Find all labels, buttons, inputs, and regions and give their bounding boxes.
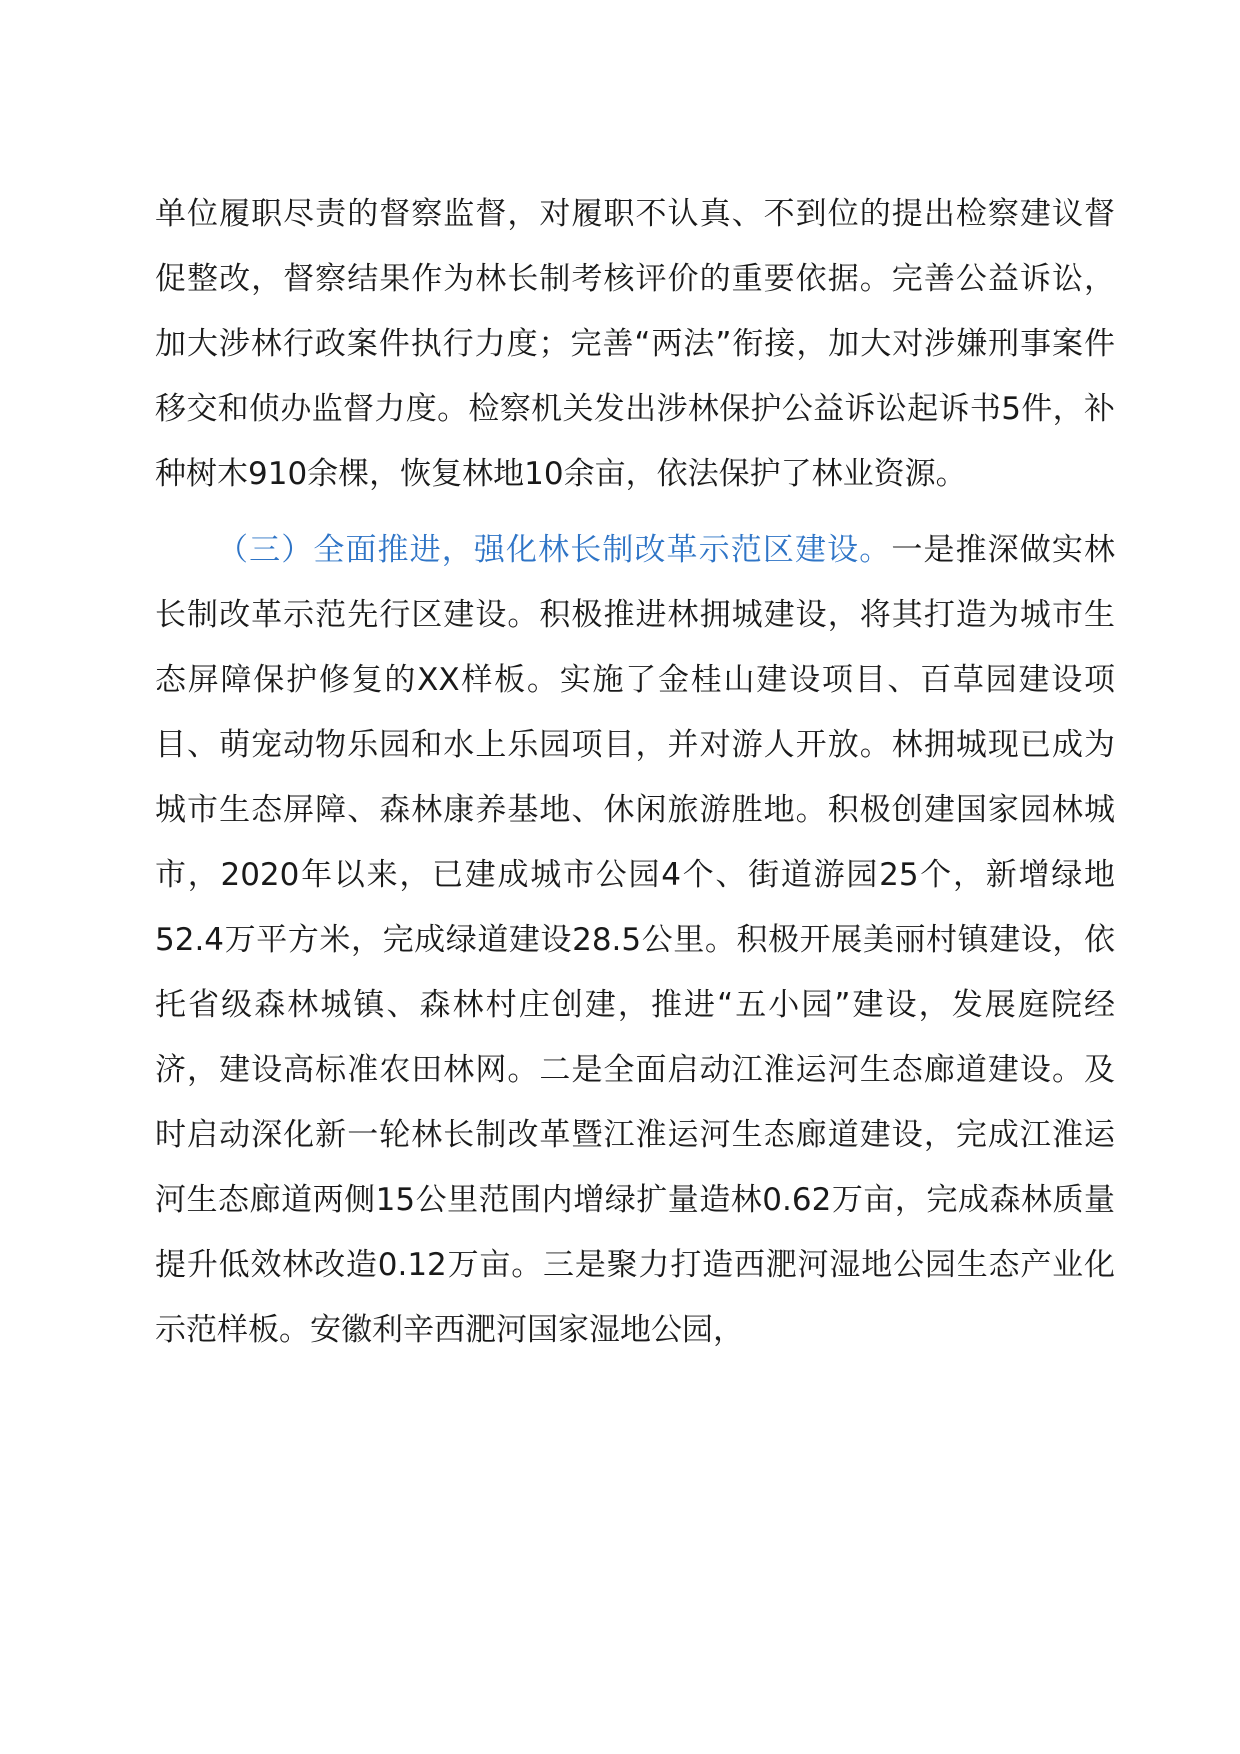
section-3-paragraph bbox=[155, 518, 1115, 1363]
paragraph-continued: 单位履职尽责的督察监督，对履职不认真、不到位的提出检察建议督促整改，督察结果作为林长制考核评价的重要依据。完善公益诉讼，加大涉林行政案件执行力度；完善“两法”衔接，加大对涉嫌刑事案件移交和侦办监督力度。检察机关发出涉林保护公益诉讼起诉书5件，补种树木910余棵，恢复林地10余亩，依法保护了林业资源。 bbox=[155, 196, 1115, 492]
section-3-heading: （三）全面推进，强化林长制改革示范区建设。 bbox=[217, 532, 892, 568]
section-3-body: 一是推深做实林长制改革示范先行区建设。积极推进林拥城建设，将其打造为城市生态屏障保护修复的XX样板。实施了金桂山建设项目、百草园建设项目、萌宠动物乐园和水上乐园项目，并对游人开放。林拥城现已成为城市生态屏障、森林康养基地、休闲旅游胜地。积极创建国家园林城市，2020年以来，已建成城市公园4个、街道游园25个，新增绿地52.4万平方米，完成绿道建设28.5公里。积极开展美丽村镇建设，依托省级森林城镇、森林村庄创建，推进“五小园”建设，发展庭院经济，建设高标准农田林网。二是全面启动江淮运河生态廊道建设。及时启动深化新一轮林长制改革暨江淮运河生态廊道建设，完成江淮运河生态廊道两侧15公里范围内增绿扩量造林0.62万亩，完成森林质量提升低效林改造0.12万亩。三是聚力打造西淝河湿地公园生态产业化示范样板。安徽利辛西淝河国家湿地公园， bbox=[155, 532, 1116, 1348]
document-body bbox=[155, 182, 1115, 1363]
